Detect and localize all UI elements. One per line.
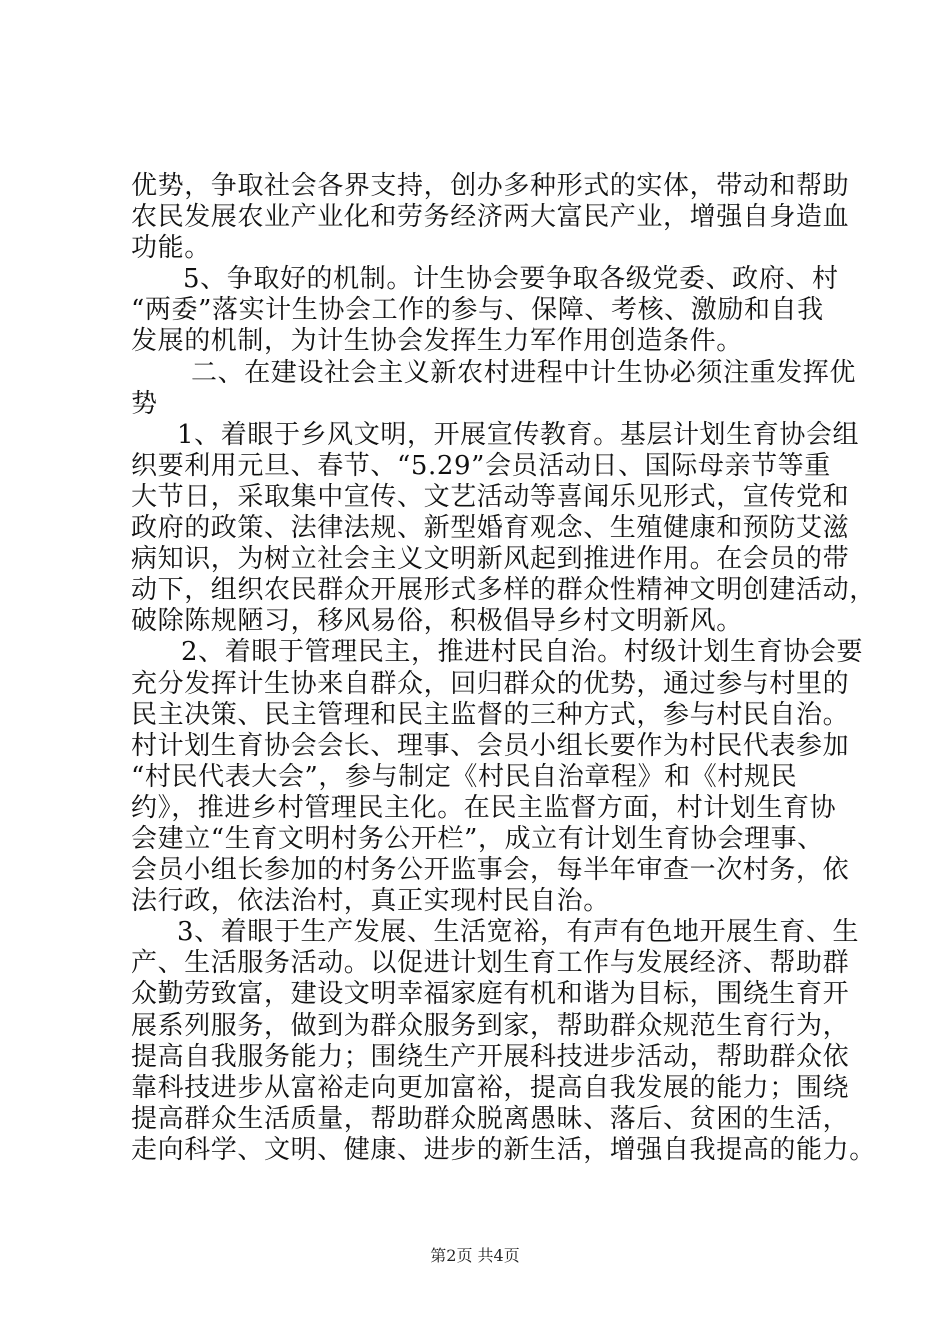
text-line: 病知识，为树立社会主义文明新风起到推进作用。在会员的带 (131, 544, 850, 575)
text-line: 充分发挥计生协来自群众，回归群众的优势，通过参与村里的 (131, 668, 850, 699)
text-line: 织要利用元旦、春节、“5.29”会员活动日、国际母亲节等重 (131, 450, 831, 481)
text-line: 2、着眼于管理民主，推进村民自治。村级计划生育协会要 (181, 637, 864, 668)
text-line: 民主决策、民主管理和民主监督的三种方式，参与村民自治。 (131, 699, 850, 730)
text-line: 产、生活服务活动。以促进计划生育工作与发展经济、帮助群 (131, 948, 850, 979)
text-line: “两委”落实计生协会工作的参与、保障、考核、激励和自我 (131, 295, 824, 326)
text-line: 3、着眼于生产发展、生活宽裕，有声有色地开展生育、生 (177, 917, 860, 948)
section-heading-line: 势 (131, 388, 158, 419)
text-line: 发展的机制，为计生协会发挥生力军作用创造条件。 (131, 326, 743, 357)
section-heading-line: 二、在建设社会主义新农村进程中计生协必须注重发挥优 (191, 357, 857, 388)
text-line: “村民代表大会”，参与制定《村民自治章程》和《村规民 (131, 761, 798, 792)
text-line: 功能。 (131, 233, 211, 264)
text-line: 政府的政策、法律法规、新型婚育观念、生殖健康和预防艾滋 (131, 513, 850, 544)
text-line: 众勤劳致富，建设文明幸福家庭有机和谐为目标，围绕生育开 (131, 979, 850, 1010)
text-line: 会员小组长参加的村务公开监事会，每半年审查一次村务，依 (131, 855, 850, 886)
document-body (131, 171, 876, 1166)
page-number-footer: 第2页 共4页 (430, 1246, 520, 1265)
text-line: 提高自我服务能力；围绕生产开展科技进步活动，帮助群众依 (131, 1041, 850, 1072)
text-line: 优势，争取社会各界支持，创办多种形式的实体，带动和帮助 (131, 171, 850, 201)
text-line: 动下，组织农民群众开展形式多样的群众性精神文明创建活动， (131, 575, 876, 606)
text-line: 会建立“生育文明村务公开栏”，成立有计划生育协会理事、 (131, 823, 824, 854)
text-line: 展系列服务，做到为群众服务到家，帮助群众规范生育行为， (131, 1010, 850, 1041)
text-line: 约》，推进乡村管理民主化。在民主监督方面，村计划生育协 (131, 792, 837, 823)
text-line: 村计划生育协会会长、理事、会员小组长要作为村民代表参加 (131, 730, 850, 761)
text-line: 农民发展农业产业化和劳务经济两大富民产业，增强自身造血 (131, 202, 850, 233)
text-line: 走向科学、文明、健康、进步的新生活，增强自我提高的能力。 (131, 1134, 876, 1165)
text-line: 提高群众生活质量，帮助群众脱离愚昧、落后、贫困的生活， (131, 1103, 850, 1134)
text-line: 法行政，依法治村，真正实现村民自治。 (131, 886, 610, 917)
text-line: 靠科技进步从富裕走向更加富裕，提高自我发展的能力；围绕 (131, 1072, 850, 1103)
text-line: 1、着眼于乡风文明，开展宣传教育。基层计划生育协会组 (177, 419, 860, 450)
text-line: 5、争取好的机制。计生协会要争取各级党委、政府、村 (183, 264, 839, 295)
text-line: 破除陈规陋习，移风易俗，积极倡导乡村文明新风。 (131, 606, 743, 637)
text-line: 大节日，采取集中宣传、文艺活动等喜闻乐见形式，宣传党和 (131, 481, 850, 512)
